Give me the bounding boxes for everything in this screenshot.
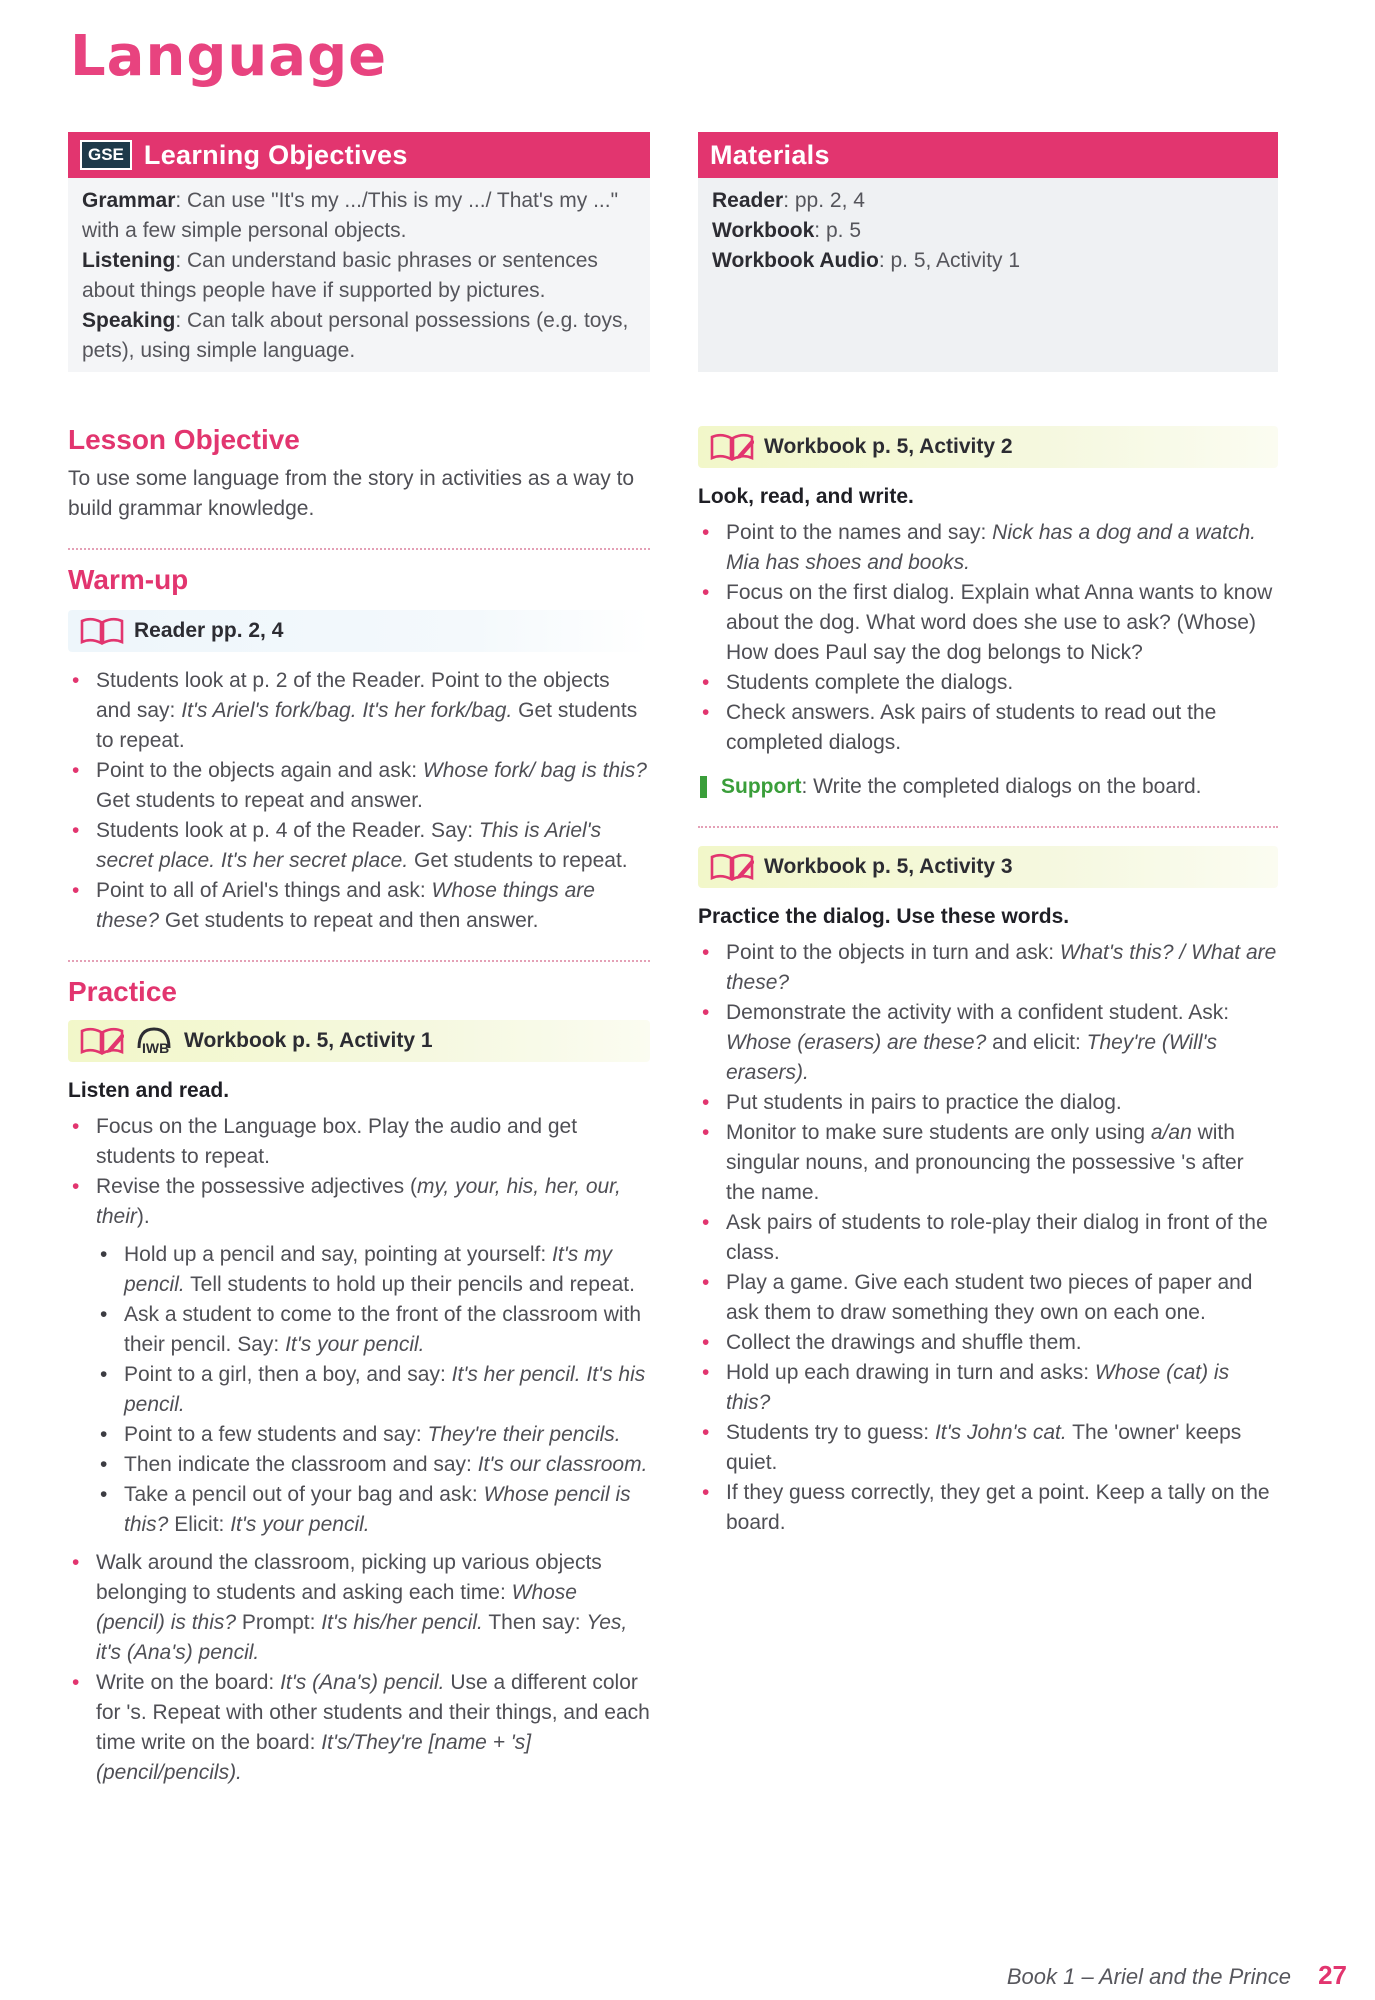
list-item: • Focus on the Language box. Play the audio and get students to repeat. [68, 1112, 650, 1172]
list-item: • Play a game. Give each student two pieces of paper and ask them to draw something they own on each one. [698, 1268, 1278, 1328]
lesson-objective-text: To use some language from the story in activities as a way to build grammar knowledge. [68, 467, 635, 520]
list-item: • Ask pairs of students to role-play their dialog in front of the class. [698, 1208, 1278, 1268]
practice-heading: Practice [68, 976, 177, 1007]
list-item: • Students try to guess: It's John's cat. The 'owner' keeps quiet. [698, 1418, 1278, 1478]
list-item: • Point to a few students and say: They're their pencils. [96, 1420, 650, 1450]
footer-book-title: Book 1 – Ariel and the Prince [1006, 1964, 1291, 1989]
activity3-task: Practice the dialog. Use these words. [698, 905, 1070, 928]
support-label: Support [721, 775, 802, 798]
material-workbook-audio: Workbook Audio: p. 5, Activity 1 [712, 249, 1021, 272]
list-item: • Point to a girl, then a boy, and say: It's her pencil. It's his pencil. [96, 1360, 650, 1420]
support-note [698, 772, 1278, 802]
list-item: • Focus on the first dialog. Explain what Anna wants to know about the dog. What word does she use to ask? (Whose) How does Paul say the dog belongs to Nick? [698, 578, 1278, 668]
list-item: • Hold up each drawing in turn and asks: Whose (cat) is this? [698, 1358, 1278, 1418]
workbook-pencil-icon [80, 1027, 124, 1055]
practice-reference [68, 1020, 650, 1062]
right-column [698, 132, 1278, 1538]
page-number: 27 [1318, 1960, 1347, 1990]
audio-headphones-icon [134, 1026, 174, 1056]
divider [68, 548, 650, 550]
list-item: • If they guess correctly, they get a point. Keep a tally on the board. [698, 1478, 1278, 1538]
warmup-list [68, 666, 650, 936]
practice-list [68, 1112, 650, 1788]
list-item: • Point to the objects in turn and ask: What's this? / What are these? [698, 938, 1278, 998]
list-item: • Collect the drawings and shuffle them. [698, 1328, 1278, 1358]
material-workbook: Workbook: p. 5 [712, 219, 861, 242]
activity3-section [698, 846, 1278, 1538]
activity2-reference-label: Workbook p. 5, Activity 2 [764, 435, 1013, 458]
lesson-objective-section [68, 422, 650, 524]
materials-body [698, 178, 1278, 372]
practice-task: Listen and read. [68, 1079, 230, 1102]
list-item: • Ask a student to come to the front of the classroom with their pencil. Say: It's your pencil. [96, 1300, 650, 1360]
list-item: • Students complete the dialogs. [698, 668, 1278, 698]
objective-speaking: Speaking: Can talk about personal possessions (e.g. toys, pets), using simple language. [82, 309, 629, 362]
activity2-task: Look, read, and write. [698, 485, 914, 508]
list-item: • Walk around the classroom, picking up various objects belonging to students and asking each time: Whose (pencil) is this? Prompt: It's his/her pencil. Then say: Yes, it's (Ana's) pencil. [68, 1548, 650, 1668]
materials-title: Materials [710, 140, 830, 170]
list-item: • Put students in pairs to practice the dialog. [698, 1088, 1278, 1118]
list-item: • Demonstrate the activity with a confident student. Ask: Whose (erasers) are these? and elicit: They're (Will's erasers). [698, 998, 1278, 1088]
activity2-reference [698, 426, 1278, 468]
warmup-reference [68, 610, 650, 652]
list-item: • Point to the names and say: Nick has a dog and a watch. Mia has shoes and books. [698, 518, 1278, 578]
svg-text:IWB: IWB [142, 1040, 170, 1056]
warmup-section [68, 562, 650, 936]
list-item: • Monitor to make sure students are only using a/an with singular nouns, and pronouncing the possessive 's after the name. [698, 1118, 1278, 1208]
objective-listening: Listening: Can understand basic phrases or sentences about things people have if supported by pictures. [82, 249, 598, 302]
activity3-reference-label: Workbook p. 5, Activity 3 [764, 855, 1013, 878]
list-item: • Revise the possessive adjectives (my, your, his, her, our, their). • Hold up a pencil and say, pointing at yourself: It's my pencil. Tell students to hold up their pencils and repeat. • Ask a student to come to the front of the classroom with their pencil. Say: It's your pencil. • Point to a girl, then a boy, and say: It's her pencil. It's his pencil. • Point to a few students and say: They're their pencils. • Then indicate the classroom and say: It's our classroom. • Take a pencil out of your bag and ask: Whose pencil is this? Elicit: It's your pencil. [68, 1172, 650, 1540]
workbook-pencil-icon [710, 433, 754, 461]
list-item: • Write on the board: It's (Ana's) pencil. Use a different color for 's. Repeat with other students and their things, and each time write on the board: It's/They're [name + 's] (pencil/pencils). [68, 1668, 650, 1788]
left-column [68, 132, 650, 1788]
learning-objectives-body [68, 178, 650, 372]
divider [68, 960, 650, 962]
list-item: • Point to all of Ariel's things and ask: Whose things are these? Get students to repeat and then answer. [68, 876, 650, 936]
learning-objectives-header [68, 132, 650, 178]
list-item: • Hold up a pencil and say, pointing at yourself: It's my pencil. Tell students to hold up their pencils and repeat. [96, 1240, 650, 1300]
page-title: Language [70, 24, 388, 89]
gse-badge: GSE [80, 140, 132, 170]
list-item: • Students look at p. 2 of the Reader. Point to the objects and say: It's Ariel's fork/bag. It's her fork/bag. Get students to repeat. [68, 666, 650, 756]
list-item: • Then indicate the classroom and say: It's our classroom. [96, 1450, 650, 1480]
activity3-list [698, 938, 1278, 1538]
learning-objectives-title: Learning Objectives [143, 140, 408, 170]
open-book-icon [80, 617, 124, 645]
materials-panel [698, 132, 1278, 372]
list-item: • Point to the objects again and ask: Whose fork/ bag is this? Get students to repeat and answer. [68, 756, 650, 816]
learning-objectives-panel [68, 132, 650, 372]
list-item: • Check answers. Ask pairs of students to read out the completed dialogs. [698, 698, 1278, 758]
activity2-section [698, 426, 1278, 802]
divider [698, 826, 1278, 828]
objective-grammar: Grammar: Can use "It's my .../This is my .../ That's my ..." with a few simple personal objects. [82, 189, 619, 242]
workbook-pencil-icon [710, 853, 754, 881]
practice-sub-list [96, 1240, 650, 1540]
activity3-reference [698, 846, 1278, 888]
support-text: : Write the completed dialogs on the board. [801, 775, 1202, 798]
practice-section [68, 974, 650, 1788]
material-reader: Reader: pp. 2, 4 [712, 189, 865, 212]
warmup-heading: Warm-up [68, 564, 189, 595]
warmup-reference-label: Reader pp. 2, 4 [134, 619, 284, 642]
support-bar [700, 776, 707, 798]
list-item: • Take a pencil out of your bag and ask: Whose pencil is this? Elicit: It's your pencil. [96, 1480, 650, 1540]
list-item: • Students look at p. 4 of the Reader. Say: This is Ariel's secret place. It's her secret place. Get students to repeat. [68, 816, 650, 876]
practice-reference-label: Workbook p. 5, Activity 1 [184, 1029, 433, 1052]
materials-header [698, 132, 1278, 178]
activity2-list [698, 518, 1278, 758]
lesson-objective-heading: Lesson Objective [68, 424, 300, 455]
